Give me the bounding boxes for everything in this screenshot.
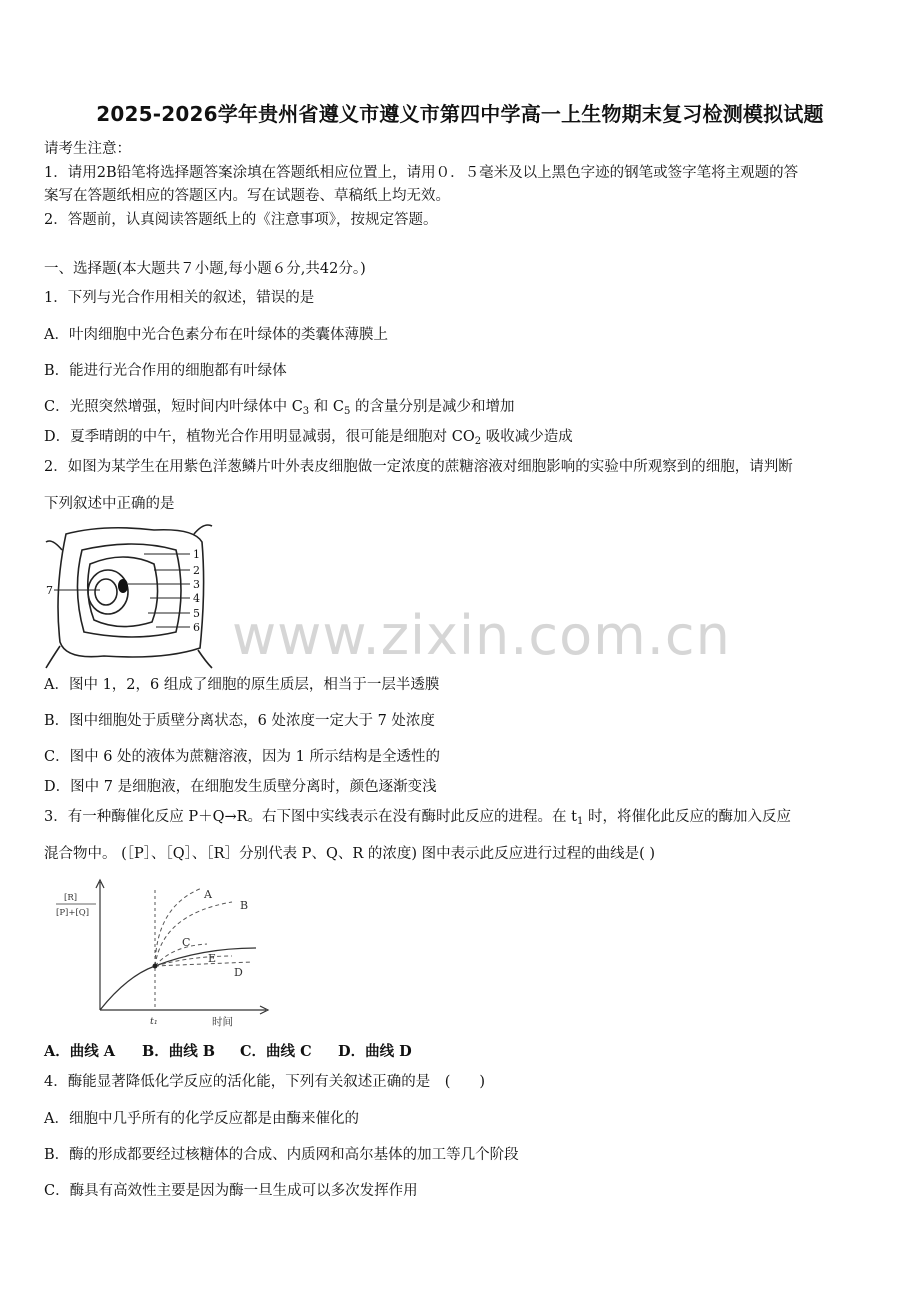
q2-stem-line2: 下列叙述中正确的是 <box>44 496 175 512</box>
q1-option-a: A．叶肉细胞中光合色素分布在叶绿体的类囊体薄膜上 <box>44 327 388 343</box>
y-label-denominator: [P]+[Q] <box>56 908 90 918</box>
q1-option-d: D．夏季晴朗的中午，植物光合作用明显减弱，很可能是细胞对 $CO_2$ 吸收减少造成 <box>44 429 573 447</box>
label-7: 7 <box>46 584 53 597</box>
watermark: www.zixin.com.cn <box>232 604 731 667</box>
q4-option-b: B．酶的形成都要经过核糖体的合成、内质网和高尔基体的加工等几个阶段 <box>44 1147 519 1163</box>
q1-option-b: B．能进行光合作用的细胞都有叶绿体 <box>44 363 287 379</box>
label-1: 1 <box>193 548 200 561</box>
section-heading: 一、选择题(本大题共７小题,每小题６分,共42分。) <box>44 261 366 277</box>
notice-heading: 请考生注意： <box>44 141 131 157</box>
label-3: 3 <box>193 578 200 591</box>
curve-label-e: E <box>208 952 217 965</box>
curve-label-a: A <box>204 888 212 901</box>
nucleus <box>118 579 128 593</box>
q2-option-a: A．图中 1，2，6 组成了细胞的原生质层，相当于一层半透膜 <box>44 677 440 693</box>
notice-line-1b: 案写在答题纸相应的答题区内。写在试题卷、草稿纸上均无效。 <box>44 188 450 204</box>
plant-cell-diagram <box>44 520 214 672</box>
notice-line-2: 2．答题前，认真阅读答题纸上的《注意事项》，按规定答题。 <box>44 212 438 228</box>
q4-option-a: A．细胞中几乎所有的化学反应都是由酶来催化的 <box>44 1111 359 1127</box>
reaction-curve-graph <box>52 876 274 1032</box>
curve-label-d: D <box>234 966 243 979</box>
q3-option-d: D．曲线 D <box>338 1043 412 1060</box>
q4-stem: 4．酶能显著降低化学反应的活化能，下列有关叙述正确的是 ( ) <box>44 1074 486 1090</box>
q3-option-c: C．曲线 C <box>240 1043 312 1060</box>
x-label-time: 时间 <box>212 1016 233 1028</box>
q3-stem-line2: 混合物中。 (［P］、［Q］、［R］分别代表 P、Q、R 的浓度) 图中表示此反应进行过程的曲线是( ) <box>44 846 656 862</box>
q2-option-d: D．图中 7 是细胞液，在细胞发生质壁分离时，颜色逐渐变浅 <box>44 779 437 795</box>
q4-option-c: C．酶具有高效性主要是因为酶一旦生成可以多次发挥作用 <box>44 1183 418 1199</box>
q1-option-c: C．光照突然增强，短时间内叶绿体中 $C_3$ 和 $C_5$ 的含量分别是减少和增加 <box>44 399 515 417</box>
q2-stem-line1: 2．如图为某学生在用紫色洋葱鳞片叶外表皮细胞做一定浓度的蔗糖溶液对细胞影响的实验中所观察到的细胞，请判断 <box>44 459 793 475</box>
t1-point <box>153 964 158 969</box>
label-5: 5 <box>193 607 200 620</box>
curve-solid <box>100 948 256 1010</box>
notice-line-1a: 1．请用2B铅笔将选择题答案涂填在答题纸相应位置上，请用０．５毫米及以上黑色字迹的钢笔或签字笔将主观题的答 <box>44 165 799 181</box>
label-4: 4 <box>193 592 200 605</box>
vacuole-inner <box>95 579 117 605</box>
q2-option-c: C．图中 6 处的液体为蔗糖溶液，因为 1 所示结构是全透性的 <box>44 749 440 765</box>
tick-t1: t₁ <box>150 1016 158 1027</box>
label-2: 2 <box>193 564 200 577</box>
curve-label-c: C <box>182 936 191 949</box>
q3-stem-line1: 3．有一种酶催化反应 P＋Q→R。右下图中实线表示在没有酶时此反应的进程。在 $t_1$ 时，将催化此反应的酶加入反应 <box>44 809 791 827</box>
q2-option-b: B．图中细胞处于质壁分离状态，6 处浓度一定大于 7 处浓度 <box>44 713 435 729</box>
q1-stem: 1．下列与光合作用相关的叙述，错误的是 <box>44 290 315 306</box>
page-title: 2025-2026学年贵州省遵义市遵义市第四中学高一上生物期末复习检测模拟试题 <box>96 102 824 126</box>
q3-option-a: A．曲线 A <box>44 1043 116 1060</box>
label-6: 6 <box>193 621 200 634</box>
curve-label-b: B <box>240 899 249 912</box>
q3-option-b: B．曲线 B <box>142 1043 216 1060</box>
y-label-numerator: [R] <box>64 893 78 903</box>
